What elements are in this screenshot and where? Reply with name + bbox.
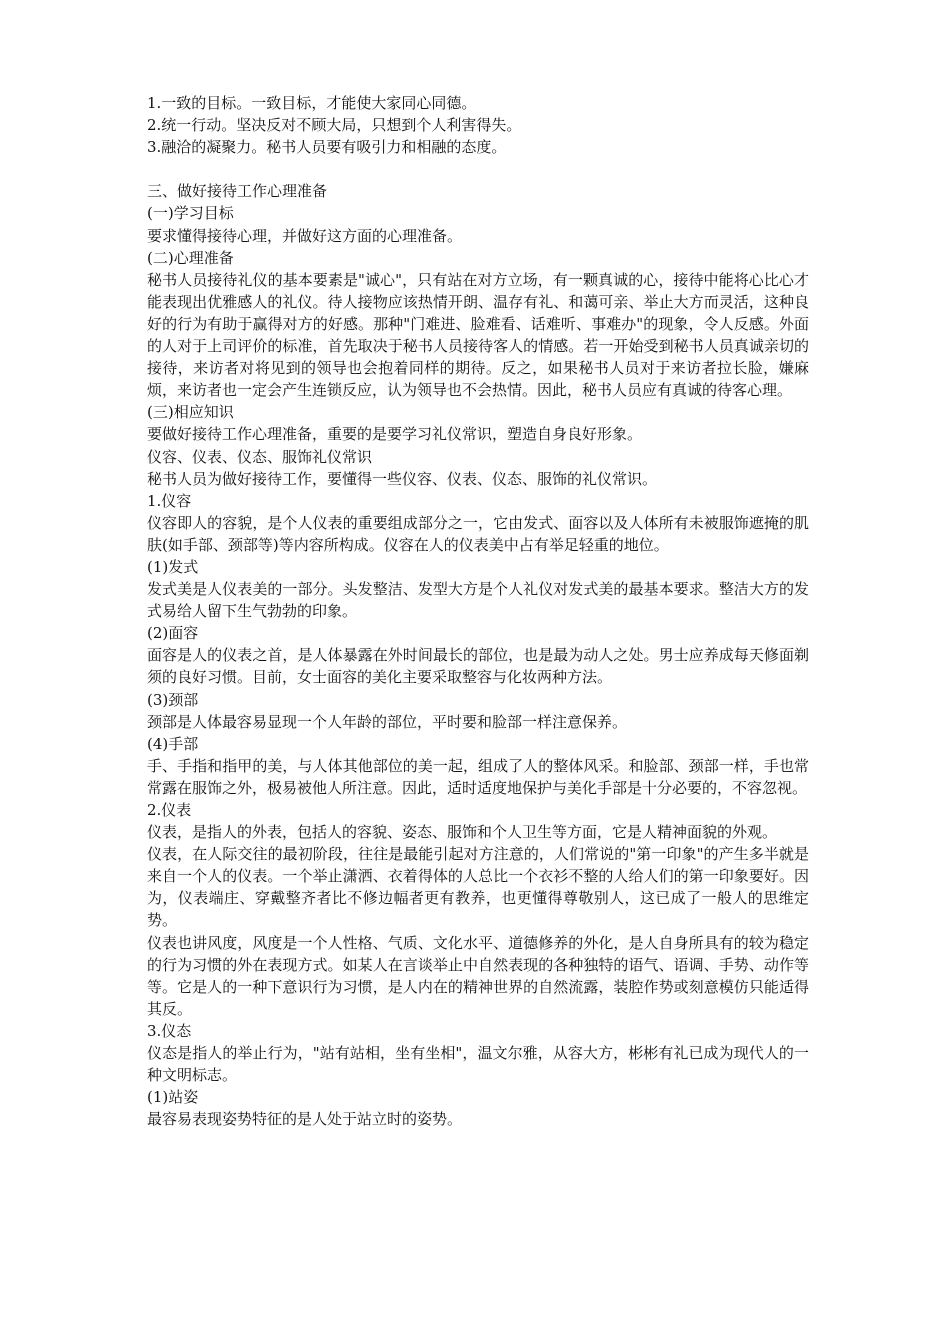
- text-paragraph: (一)学习目标: [147, 204, 234, 223]
- text-paragraph: 仪表也讲风度，风度是一个人性格、气质、文化水平、道德修养的外化，是人自身所具有的较为稳定的行为习惯的外在表现方式。如某人在言谈举止中自然表现的各种独特的语气、语调、手势、动作等等。它是人的一种下意识行为习惯，是人内在的精神世界的自然流露，装腔作势或刻意模仿只能适得其反。: [147, 933, 809, 1018]
- text-paragraph: 秘书人员接待礼仪的基本要素是"诚心"，只有站在对方立场，有一颗真诚的心，接待中能将心比心才能表现出优雅感人的礼仪。待人接物应该热情开朗、温存有礼、和蔼可亲、举止大方而灵活，这种良好的行为有助于赢得对方的好感。那种"门难进、脸难看、话难听、事难办"的现象，令人反感。外面的人对于上司评价的标准，首先取决于秘书人员接待客人的情感。若一开始受到秘书人员真诚亲切的接待，来访者对将见到的领导也会抱着同样的期待。反之，如果秘书人员对于来访者拉长脸，嫌麻烦，来访者也一定会产生连锁反应，认为领导也不会热情。因此，秘书人员应有真诚的待客心理。: [147, 270, 809, 400]
- text-paragraph: 颈部是人体最容易显现一个人年龄的部位，平时要和脸部一样注意保养。: [147, 712, 628, 731]
- text-paragraph: (三)相应知识: [147, 403, 234, 422]
- text-paragraph: 仪容、仪表、仪态、服饰礼仪常识: [147, 447, 373, 466]
- text-paragraph: 2.仪表: [147, 801, 192, 819]
- text-paragraph: 仪表，是指人的外表，包括人的容貌、姿态、服饰和个人卫生等方面，它是人精神面貌的外观。: [147, 823, 778, 842]
- text-paragraph: 面容是人的仪表之首，是人体暴露在外时间最长的部位，也是最为动人之处。男士应养成每天修面剃须的良好习惯。目前，女士面容的美化主要采取整容与化妆两种方法。: [147, 646, 809, 687]
- text-paragraph: 三、做好接待工作心理准备: [147, 182, 328, 201]
- text-paragraph: 1.一致的目标。一致目标，才能使大家同心同德。: [147, 94, 477, 112]
- text-paragraph: 仪表，在人际交往的最初阶段，往往是最能引起对方注意的，人们常说的"第一印象"的产生多半就是来自一个人的仪表。一个举止潇洒、衣着得体的人总比一个衣衫不整的人给人们的第一印象要好。因为，仪表端庄、穿戴整齐者比不修边幅者更有教养，也更懂得尊敬别人，这已成了一般人的思维定势。: [147, 845, 809, 930]
- text-paragraph: 手、手指和指甲的美，与人体其他部位的美一起，组成了人的整体风采。和脸部、颈部一样，手也常常露在服饰之外，极易被他人所注意。因此，适时适度地保护与美化手部是十分必要的，不容忽视。: [147, 756, 809, 797]
- text-paragraph: 要求懂得接待心理，并做好这方面的心理准备。: [147, 226, 463, 245]
- text-paragraph: 1.仪容: [147, 491, 192, 510]
- text-paragraph: 3.融洽的凝聚力。秘书人员要有吸引力和相融的态度。: [147, 138, 507, 157]
- text-paragraph: (4)手部: [147, 734, 199, 753]
- text-paragraph: 要做好接待工作心理准备，重要的是要学习礼仪常识，塑造自身良好形象。: [147, 425, 643, 444]
- blank-line: [147, 158, 809, 180]
- text-paragraph: 秘书人员为做好接待工作，要懂得一些仪容、仪表、仪态、服饰的礼仪常识。: [147, 469, 658, 488]
- text-paragraph: (1)站姿: [147, 1088, 199, 1107]
- text-paragraph: 3.仪态: [147, 1021, 192, 1040]
- text-paragraph: (2)面容: [147, 624, 199, 643]
- text-paragraph: 2.统一行动。坚决反对不顾大局，只想到个人利害得失。: [147, 116, 522, 135]
- text-paragraph: (1)发式: [147, 557, 199, 576]
- text-paragraph: 发式美是人仪表美的一部分。头发整洁、发型大方是个人礼仪对发式美的最基本要求。整洁大方的发式易给人留下生气勃勃的印象。: [147, 580, 809, 621]
- text-paragraph: (二)心理准备: [147, 248, 234, 267]
- text-paragraph: 仪容即人的容貌，是个人仪表的重要组成部分之一，它由发式、面容以及人体所有未被服饰遮掩的肌肤(如手部、颈部等)等内容所构成。仪容在人的仪表美中占有举足轻重的地位。: [147, 513, 809, 554]
- document-page: [147, 92, 809, 1130]
- text-paragraph: 最容易表现姿势特征的是人处于站立时的姿势。: [147, 1110, 463, 1129]
- text-paragraph: (3)颈部: [147, 690, 199, 709]
- text-paragraph: 仪态是指人的举止行为，"站有站相，坐有坐相"，温文尔雅，从容大方，彬彬有礼已成为现代人的一种文明标志。: [147, 1044, 809, 1085]
